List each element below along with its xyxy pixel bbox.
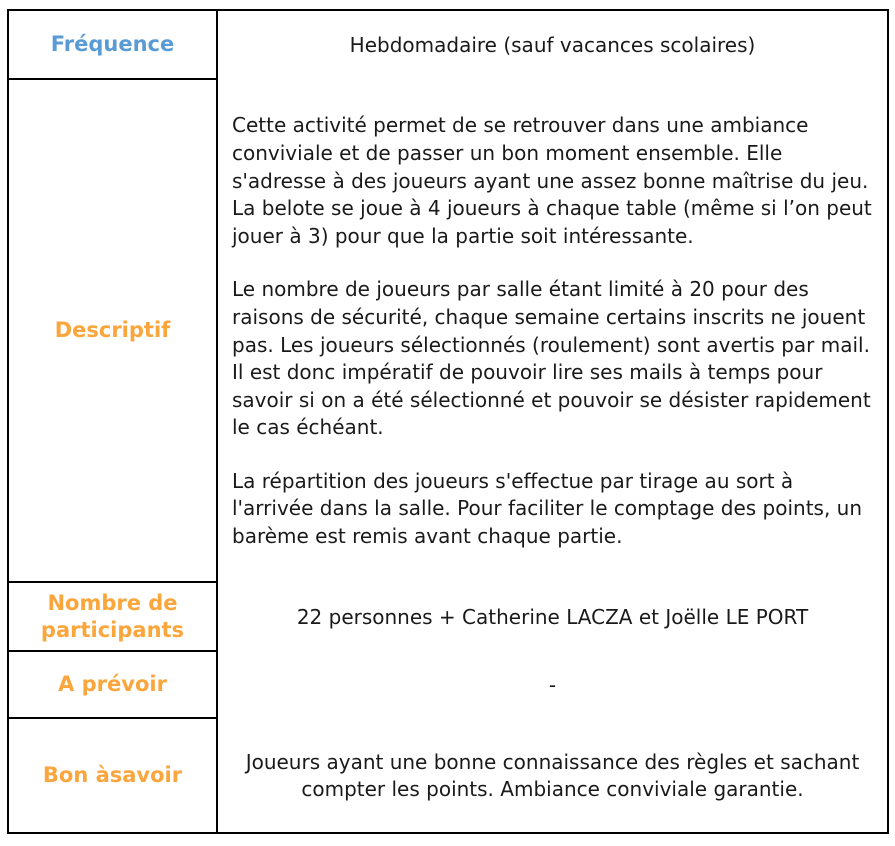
cell-nombre-de-participants-value: 22 personnes + Catherine LACZA et Joëlle LE PORT bbox=[296, 605, 809, 629]
descriptif-paragraph-1: Cette activité permet de se retrouver dans une ambiance conviviale et de passer un bon moment ensemble. Elle s'adresse à des joueurs ayant une assez bonne maîtrise du jeu. La belote se joue à 4 joueurs à chaque table (même si l’on peut jouer à 3) pour que la partie soit intéressante. bbox=[232, 113, 872, 248]
descriptif-paragraph-3: La répartition des joueurs s'effectue par tirage au sort à l'arrivée dans la salle. Pour faciliter le comptage des points, un barème est remis avant chaque partie. bbox=[232, 468, 863, 549]
row-label-a-prevoir: A prévoir bbox=[9, 652, 218, 719]
row-label-descriptif: Descriptif bbox=[9, 80, 218, 583]
row-label-frequence: Fréquence bbox=[9, 11, 218, 80]
row-label-nombre-de-participants: Nombre de participants bbox=[9, 583, 218, 652]
cell-frequence-value: Hebdomadaire (sauf vacances scolaires) bbox=[349, 33, 756, 57]
cell-bon-a-savoir-value: Joueurs ayant une bonne connaissance des règles et sachant compter les points. Ambiance conviviale garantie. bbox=[245, 749, 860, 801]
row-label-bon-a-savoir: Bon àsavoir bbox=[9, 719, 218, 832]
cell-a-prevoir-value: - bbox=[548, 673, 557, 697]
cell-descriptif-value bbox=[218, 80, 887, 583]
descriptif-paragraph-2: Le nombre de joueurs par salle étant limité à 20 pour des raisons de sécurité, chaque semaine certains inscrits ne jouent pas. Les joueurs sélectionnés (roulement) sont avertis par mail. Il est donc impératif de pouvoir lire ses mails à temps pour savoir si on a été sélectionné et pouvoir se désister rapidement le cas échéant. bbox=[232, 277, 871, 440]
activity-info-table bbox=[7, 9, 889, 834]
